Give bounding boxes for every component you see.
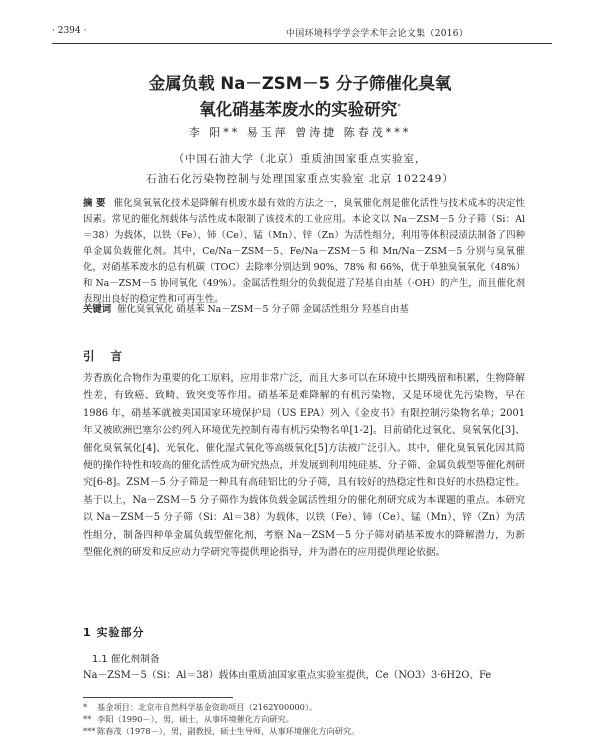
subsection-heading-catalyst-prep: 1.1 催化剂制备: [92, 654, 160, 665]
affiliation-line1: （中国石油大学（北京）重质油国家重点实验室，: [173, 153, 427, 165]
page-number: · 2394 ·: [52, 26, 87, 36]
footnote-funding: * 基金项目：北京市自然科学基金资助项目（2162Y00000）。: [83, 702, 318, 712]
journal-title: 中国环境科学学会学术年会论文集（2016）: [285, 29, 469, 39]
abstract-label: 摘 要: [83, 198, 106, 209]
footnote-first-author: ** 李阳（1990－），男，硕士，从事环境催化方向研究。: [83, 714, 294, 724]
title-footnote-mark: *: [397, 102, 401, 111]
abstract: [83, 196, 525, 308]
section-heading-experimental: 1 实验部分: [83, 626, 145, 639]
catalyst-prep-paragraph: Na－ZSM－5（Si：Al＝38）载体由重质油国家重点实验室提供，Ce（NO3）3·6H2O、Fe: [83, 670, 492, 681]
abstract-text: 催化臭氧氧化技术是降解有机废水最有效的方法之一，臭氧催化剂是催化活性与技术成本的决定性因素。常见的催化剂载体与活性成本限制了该技术的工业应用。本论文以 Na－ZSM－5 分子筛（Si：Al＝38）为载体，以铁（Fe）、铈（Ce）、锰（Mn）、锌（Zn）为活性组分，利用等体积浸渍法制备了四种单金属负载催化剂。其中，Ce/Na－ZSM－5、Fe/Na－ZSM－5 和 Mn/Na－ZSM－5 分别与臭氧催化，对硝基苯废水的总有机碳（TOC）去除率分别达到 90%、78% 和 66%，优于单独臭氧氧化（48%）和 Na－ZSM－5 协同氧化（49%）。金属活性组分的负载促进了羟基自由基（·OH）的产生，而且催化剂表现出良好的稳定性和可再生性。: [83, 198, 525, 305]
footnote-corresponding-author: *** 陈春茂（1978－），男，副教授，硕士生导师，从事环境催化方向研究。: [83, 726, 360, 736]
introduction-heading: 引 言: [83, 349, 129, 363]
keywords-label: 关键词: [83, 304, 112, 315]
running-header: [52, 26, 552, 44]
keywords: [83, 302, 525, 318]
introduction-paragraph: 芳香族化合物作为重要的化工原料，应用非常广泛，而且大多可以在环境中长期残留和积累，生物降解性差，有致癌、致畸、致突变等作用。硝基苯是难降解的有机污染物，又是环境优先污染物，早在 1986 年，硝基苯就被美国国家环境保护局（US EPA）列入《金皮书》有限控制污染物名单；2001 年又被欧洲巴塞尔公约列入环境优先控制有毒有机污染物名单[1-2]。目前硝化过氧化、臭氧氧化[3]、催化臭氧氧化[4]、光氧化、催化湿式氧化等高级氧化[5]方法被广泛引入。其中，催化臭氧氧化因其简便的操作特性和较高的催化活性成为研究热点，并发展到利用纯硅基、分子筛、金属负载型等催化剂研究[6-8]。ZSM－5 分子筛是一种具有高硅铝比的分子筛，具有较好的热稳定性和良好的水热稳定性。基于以上，Na－ZSM－5 分子筛作为载体负载金属活性组分的催化剂研究成为本课题的重点。本研究以 Na－ZSM－5 分子筛（Si：Al＝38）为载体，以铁（Fe）、铈（Ce）、锰（Mn）、锌（Zn）为活性组分，制备四种单金属负载型催化剂，考察 Na－ZSM－5 分子筛对硝基苯废水的降解潜力，为新型催化剂的研发和反应动力学研究等提供理论指导，并为潜在的应用提供理论依据。: [83, 373, 525, 559]
affiliation-line2: 石油石化污染物控制与处理国家重点实验室 北京 102249）: [146, 173, 454, 185]
keywords-text: 催化臭氧氧化 硝基苯 Na－ZSM－5 分子筛 金属活性组分 羟基自由基: [117, 304, 409, 315]
paper-title-line1: 金属负载 Na－ZSM－5 分子筛催化臭氧: [148, 74, 452, 93]
author-list: 李 阳** 易玉萍 曾涛捷 陈春茂***: [188, 126, 412, 139]
header-rule: [52, 43, 552, 44]
footnote-rule: [83, 697, 233, 698]
paper-title-line2: 氧化硝基苯废水的实验研究*: [199, 100, 401, 119]
